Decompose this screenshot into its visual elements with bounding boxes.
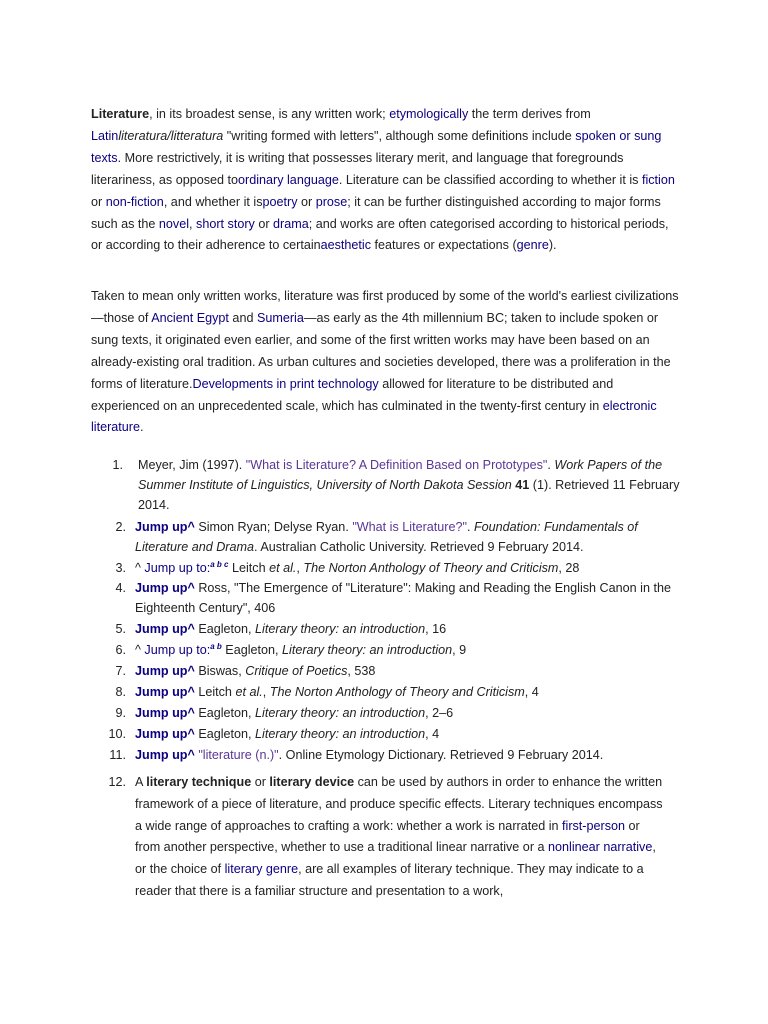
et-al: et al. (269, 560, 297, 575)
link-non-fiction[interactable]: non-fiction (105, 194, 164, 209)
text: A (135, 775, 147, 789)
text: or (297, 194, 316, 209)
list-number: 5. (115, 622, 126, 637)
backlink-letters[interactable]: a b (210, 642, 222, 652)
jump-up-link[interactable]: Jump up^ (135, 747, 195, 762)
link-first-person[interactable]: first-person (562, 818, 626, 833)
publication-title: Critique of Poetics (245, 664, 348, 679)
jump-up-to-link[interactable]: Jump up to: (144, 643, 211, 658)
text: , 538 (347, 664, 376, 679)
jump-up-link[interactable]: Jump up^ (135, 726, 195, 741)
text: or (251, 775, 270, 789)
backlink-letters[interactable]: a b c (210, 559, 229, 569)
paragraph-intro (91, 104, 679, 257)
term-literary-technique: literary technique (146, 775, 252, 789)
publication-title: Literary theory: an introduction (255, 726, 426, 741)
jump-up-link[interactable]: Jump up^ (135, 622, 195, 637)
text: , or the choice of (135, 840, 656, 877)
text: the term derives from (468, 107, 591, 121)
text: Leitch (228, 560, 270, 575)
text: , 16 (425, 622, 447, 637)
text: Meyer, Jim (1997). (138, 458, 246, 472)
text: features or expectations ( (371, 238, 517, 253)
text: (1). Retrieved 11 February 2014. (138, 477, 680, 512)
caret: ^ (135, 560, 145, 575)
link-electronic-literature[interactable]: electronic literature (91, 398, 657, 435)
link-short-story[interactable]: short story (196, 216, 255, 231)
et-al: et al. (235, 684, 263, 699)
reference-item (90, 620, 690, 640)
link-literary-genre[interactable]: literary genre (224, 862, 299, 877)
publication-title: Literary theory: an introduction (255, 705, 426, 720)
reference-item (90, 579, 690, 619)
text: , (189, 216, 197, 231)
text: ; it can be further distinguished according to major forms such as the (91, 194, 661, 231)
term-literary-device: literary device (269, 775, 355, 789)
text: Eagleton, (221, 643, 283, 658)
link-spoken-or-sung-texts[interactable]: spoken or sung texts (91, 128, 662, 165)
text: —as early as the 4th millennium BC; taken to include spoken or sung texts, it originated even earlier, and some of the first written works may have been based on an already-existing oral tradition. As urban cultures and societies developed, there was a proliferation in the forms of literature. (91, 310, 671, 391)
reference-item (90, 559, 690, 579)
caret: ^ (135, 643, 145, 658)
link-sumeria[interactable]: Sumeria (256, 310, 304, 325)
list-number: 4. (115, 581, 126, 596)
references-list (90, 456, 690, 767)
text: , 9 (452, 643, 467, 658)
link-poetry[interactable]: poetry (262, 194, 298, 209)
list-number: 8. (115, 684, 126, 699)
text: and (228, 310, 257, 325)
text: . (547, 458, 555, 472)
jump-up-link[interactable]: Jump up^ (135, 519, 195, 534)
link-latin[interactable]: Latin (91, 128, 119, 143)
literary-technique-text (135, 772, 665, 903)
publication-title: Literary theory: an introduction (255, 622, 426, 637)
text: Simon Ryan; Delyse Ryan. (194, 519, 353, 534)
text: . Literature can be classified according to whether it is (338, 172, 642, 187)
text: , and whether it is (163, 194, 263, 209)
link-aesthetic[interactable]: aesthetic (320, 238, 372, 253)
text: or (254, 216, 274, 231)
text: . (466, 519, 474, 534)
text: Taken to mean only written works, literature was first produced by some of the world's earliest civilizations—those of (91, 289, 679, 325)
link-etymologically[interactable]: etymologically (389, 107, 469, 121)
text: Ross, "The Emergence of "Literature": Making and Reading the English Canon in the Eighteenth Century", 406 (135, 581, 671, 616)
reference-item (90, 518, 690, 558)
list-number: 7. (115, 664, 126, 679)
link-reference-title[interactable]: "What is Literature?" (352, 519, 467, 534)
jump-up-link[interactable]: Jump up^ (135, 664, 195, 679)
paragraph-history (91, 286, 679, 439)
reference-item (90, 662, 690, 682)
link-reference-title[interactable]: "literature (n.)" (198, 747, 279, 762)
text: Eagleton, (194, 726, 256, 741)
link-ancient-egypt[interactable]: Ancient Egypt (151, 310, 229, 325)
text: , are all examples of literary technique. They may indicate to a reader that there is a familiar structure and presentation to a work, (135, 862, 644, 898)
link-ordinary-language[interactable]: ordinary language (238, 172, 339, 187)
text: ; and works are often categorised according to historical periods, or according to their adherence to certain (91, 216, 669, 253)
term-literature: Literature (91, 107, 150, 121)
list-number: 6. (115, 643, 126, 658)
text: or from another perspective, whether to use a traditional linear narrative or a (135, 818, 640, 855)
reference-item (90, 725, 690, 745)
link-novel[interactable]: novel (158, 216, 190, 231)
link-print-technology[interactable]: Developments in print technology (192, 376, 379, 391)
link-nonlinear-narrative[interactable]: nonlinear narrative (548, 840, 653, 855)
publication-title: Literary theory: an introduction (282, 643, 453, 658)
latin-term: literatura/litteratura (118, 128, 224, 143)
text: allowed for literature to be distributed and experienced on an unprecedented scale, which has culminated in the twenty-first century in (91, 376, 614, 413)
text: , 4 (425, 726, 440, 741)
text: can be used by authors in order to enhance the written framework of a piece of literature, and produce specific effects. Literary techniques encompass a wide range of approaches to crafting a work: whether a work is narrated in (135, 775, 663, 833)
list-number: 2. (115, 519, 126, 534)
jump-up-link[interactable]: Jump up^ (135, 684, 195, 699)
reference-item (90, 641, 690, 661)
text: , (262, 684, 270, 699)
text: Leitch (194, 684, 236, 699)
text: , 28 (558, 560, 580, 575)
text: , in its broadest sense, is any written work; (149, 107, 390, 121)
list-number: 11. (109, 747, 126, 762)
link-fiction[interactable]: fiction (641, 172, 675, 187)
text: "writing formed with letters", although some definitions include (223, 128, 576, 143)
publication-title: The Norton Anthology of Theory and Criticism (303, 560, 559, 575)
list-number: 3. (115, 560, 126, 575)
list-item-literary-technique (90, 772, 690, 903)
jump-up-to-link[interactable]: Jump up to: (144, 560, 211, 575)
jump-up-link[interactable]: Jump up^ (135, 581, 195, 596)
link-drama[interactable]: drama (273, 216, 309, 231)
text: . Australian Catholic University. Retrieved 9 February 2014. (254, 539, 584, 554)
text: Biswas, (194, 664, 246, 679)
text: Eagleton, (194, 705, 256, 720)
reference-item (90, 746, 690, 766)
text: . Online Etymology Dictionary. Retrieved 9 February 2014. (278, 747, 604, 762)
publication-title: Work Papers of the Summer Institute of Linguistics, University of North Dakota Session (138, 458, 663, 492)
list-number: 10. (108, 726, 126, 741)
reference-item (90, 683, 690, 703)
text: , (296, 560, 304, 575)
reference-item (90, 456, 690, 516)
text: ). (548, 238, 557, 253)
text: , 4 (524, 684, 539, 699)
link-genre[interactable]: genre (516, 238, 549, 253)
text: . More restrictively, it is writing that possesses literary merit, and language that foregrounds literariness, as opposed to (91, 150, 624, 187)
link-prose[interactable]: prose (315, 194, 348, 209)
list-number: 12. (108, 775, 126, 789)
text: . (140, 420, 144, 435)
volume-number: 41 (511, 477, 530, 492)
reference-item (90, 704, 690, 724)
publication-title: Foundation: Fundamentals of Literature and Drama (135, 519, 638, 554)
text: or (91, 194, 106, 209)
jump-up-link[interactable]: Jump up^ (135, 705, 195, 720)
list-number: 9. (115, 705, 126, 720)
link-reference-title[interactable]: "What is Literature? A Definition Based on Prototypes" (245, 458, 548, 472)
publication-title: The Norton Anthology of Theory and Criticism (269, 684, 525, 699)
text: Eagleton, (194, 622, 256, 637)
list-number: 1. (112, 458, 123, 472)
text: , 2–6 (425, 705, 454, 720)
